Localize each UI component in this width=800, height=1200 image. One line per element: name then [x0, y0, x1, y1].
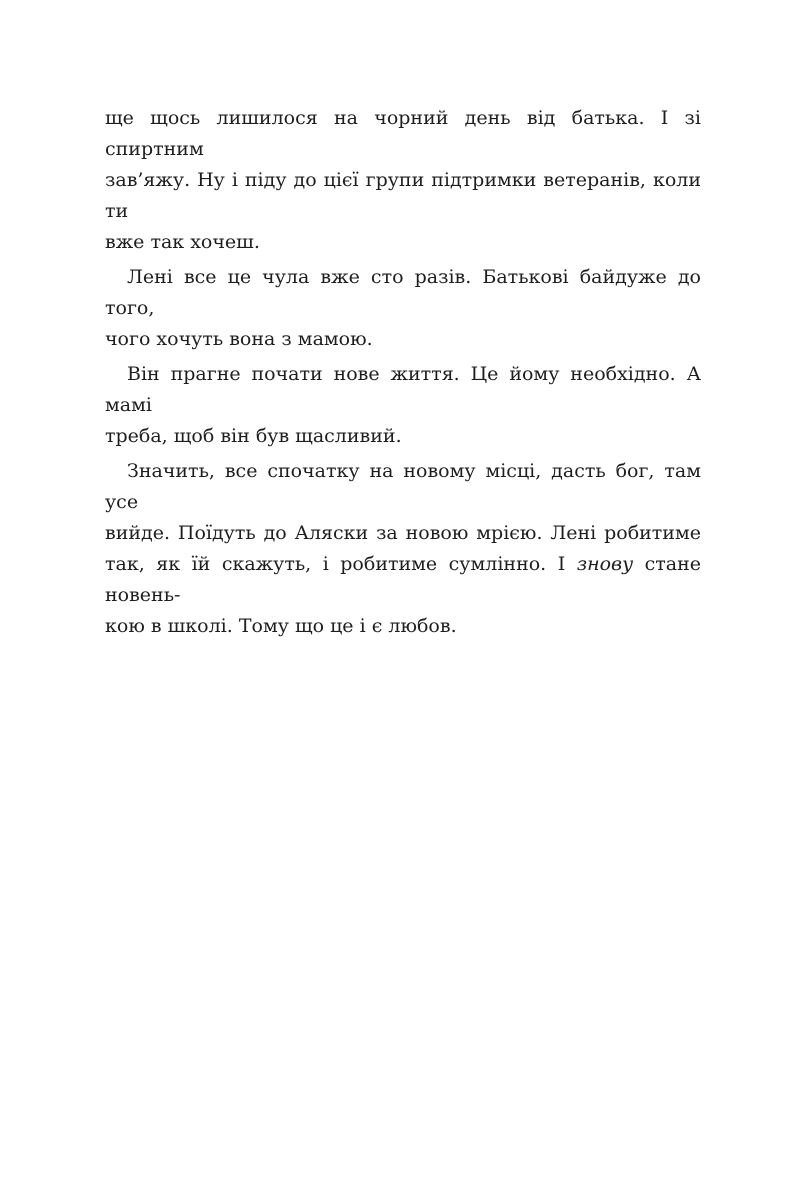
text-line: Значить, все спочатку на новому місці, дасть бог, там усе: [105, 460, 701, 513]
text-line: чого хочуть вона з мамою.: [105, 328, 373, 350]
text-line: зав’яжу. Ну і піду до цієї групи підтримки ветеранів, коли ти: [105, 169, 701, 222]
text-line: вийде. Поїдуть до Аляски за новою мрією. Лені робитиме: [105, 522, 701, 544]
text-segment: так, як їй скажуть, і робитиме сумлінно. І: [105, 553, 577, 575]
text-line: Він прагне почати нове життя. Це йому необхідно. А мамі: [105, 363, 701, 416]
text-line: треба, щоб він був щасливий.: [105, 425, 402, 447]
paragraph-2: [105, 262, 701, 355]
text-segment: стане новень-: [105, 553, 701, 606]
emphasized-word: знову: [576, 553, 634, 575]
text-line-with-emphasis: [105, 549, 701, 611]
paragraph-1: [105, 103, 701, 258]
body-text: [105, 103, 701, 646]
text-line: ще щось лишилося на чорний день від батька. І зі спиртним: [105, 107, 701, 160]
text-line: кою в школі. Тому що це і є любов.: [105, 615, 457, 637]
text-line: вже так хочеш.: [105, 231, 260, 253]
paragraph-3: [105, 359, 701, 452]
text-line: Лені все це чула вже сто разів. Батькові байдуже до того,: [105, 266, 701, 319]
paragraph-4: [105, 456, 701, 642]
